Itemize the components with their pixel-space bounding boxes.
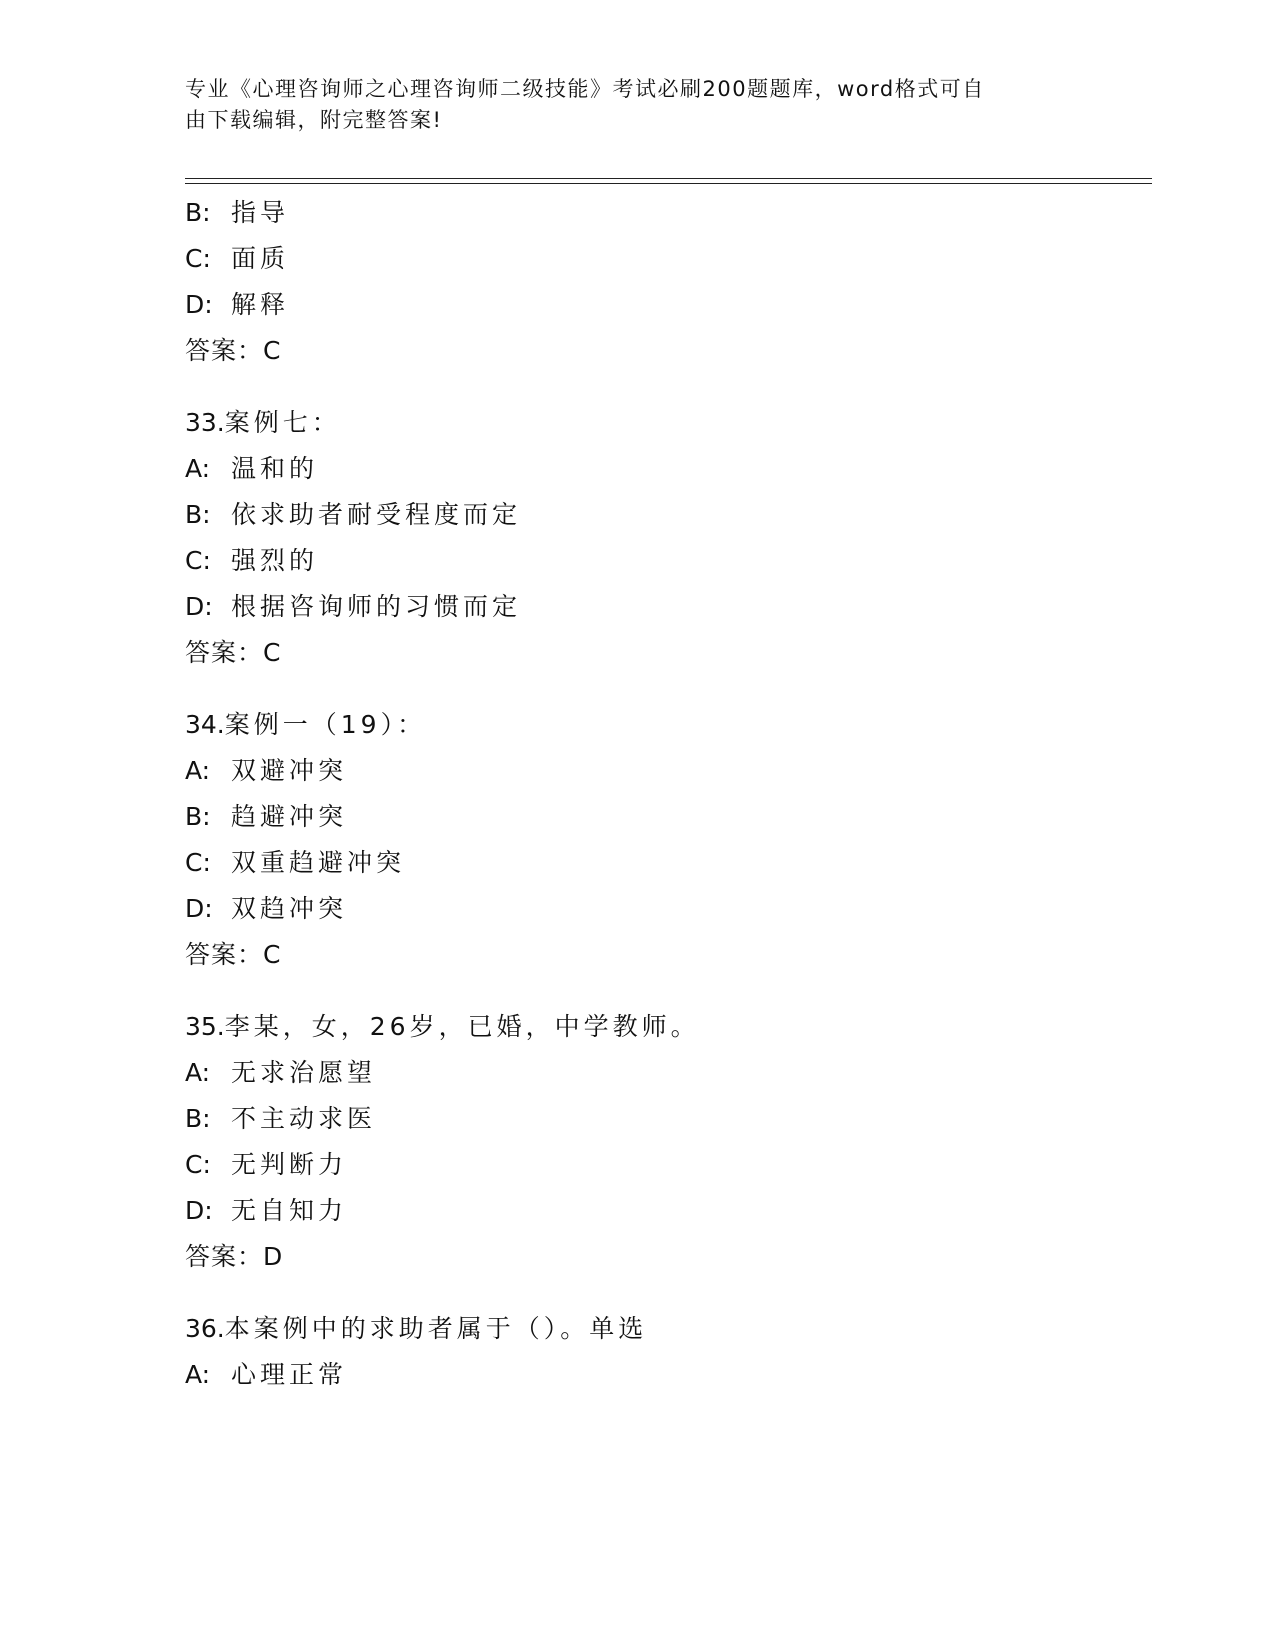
question-text xyxy=(185,702,1145,748)
option-item xyxy=(185,538,1145,584)
option-item xyxy=(185,840,1145,886)
option-text: 心理正常 xyxy=(231,1360,348,1389)
option-item xyxy=(185,1142,1145,1188)
question-stem: 案例七： xyxy=(224,408,341,437)
answer-value: C xyxy=(263,940,281,969)
option-item xyxy=(185,190,1145,236)
option-letter: C: xyxy=(185,546,211,575)
answer-value: D xyxy=(263,1242,283,1271)
question-list xyxy=(185,190,1145,1416)
option-text: 双避冲突 xyxy=(231,756,348,785)
option-item xyxy=(185,748,1145,794)
question-number: 34. xyxy=(185,710,225,739)
header-divider-top xyxy=(185,178,1152,179)
option-letter: B: xyxy=(185,198,211,227)
option-text: 无自知力 xyxy=(231,1196,348,1225)
question-stem: 案例一（19）： xyxy=(224,710,427,739)
answer-line xyxy=(185,1234,1145,1280)
question-block xyxy=(185,400,1145,676)
answer-line xyxy=(185,328,1145,374)
option-letter: B: xyxy=(185,802,211,831)
option-text: 指导 xyxy=(231,198,290,227)
question-number: 36. xyxy=(185,1314,225,1343)
option-letter: D: xyxy=(185,592,213,621)
answer-value: C xyxy=(263,336,281,365)
option-letter: D: xyxy=(185,1196,213,1225)
option-item xyxy=(185,236,1145,282)
option-text: 无求治愿望 xyxy=(231,1058,377,1087)
answer-line xyxy=(185,630,1145,676)
option-item xyxy=(185,282,1145,328)
option-text: 双重趋避冲突 xyxy=(231,848,406,877)
option-letter: C: xyxy=(185,1150,211,1179)
answer-label: 答案： xyxy=(185,638,264,667)
option-letter: D: xyxy=(185,894,213,923)
question-text xyxy=(185,1306,1145,1352)
option-letter: A: xyxy=(185,1360,211,1389)
option-letter: C: xyxy=(185,244,211,273)
question-block xyxy=(185,702,1145,978)
option-letter: B: xyxy=(185,500,211,529)
option-letter: D: xyxy=(185,290,213,319)
option-item xyxy=(185,794,1145,840)
question-number: 35. xyxy=(185,1012,225,1041)
question-text xyxy=(185,400,1145,446)
option-text: 强烈的 xyxy=(231,546,319,575)
question-block xyxy=(185,190,1145,374)
option-text: 解释 xyxy=(231,290,290,319)
header-line-2: 由下载编辑，附完整答案! xyxy=(185,108,443,132)
question-block xyxy=(185,1306,1145,1398)
option-letter: A: xyxy=(185,1058,211,1087)
answer-label: 答案： xyxy=(185,1242,264,1271)
answer-label: 答案： xyxy=(185,336,264,365)
question-text xyxy=(185,1004,1145,1050)
option-letter: A: xyxy=(185,756,211,785)
question-stem: 李某，女，26岁，已婚，中学教师。 xyxy=(224,1012,700,1041)
question-stem: 本案例中的求助者属于（）。单选 xyxy=(224,1314,648,1343)
option-item xyxy=(185,1352,1145,1398)
option-item xyxy=(185,492,1145,538)
header-line-1: 专业《心理咨询师之心理咨询师二级技能》考试必刷200题题库，word格式可自 xyxy=(185,77,985,101)
question-number: 33. xyxy=(185,408,225,437)
option-item xyxy=(185,1096,1145,1142)
option-letter: A: xyxy=(185,454,211,483)
answer-label: 答案： xyxy=(185,940,264,969)
header-divider-bottom xyxy=(185,183,1152,184)
option-text: 面质 xyxy=(231,244,290,273)
option-text: 不主动求医 xyxy=(231,1104,377,1133)
option-letter: B: xyxy=(185,1104,211,1133)
option-text: 无判断力 xyxy=(231,1150,348,1179)
option-text: 依求助者耐受程度而定 xyxy=(231,500,522,529)
option-item xyxy=(185,446,1145,492)
answer-line xyxy=(185,932,1145,978)
option-item xyxy=(185,1188,1145,1234)
option-text: 根据咨询师的习惯而定 xyxy=(231,592,522,621)
option-item xyxy=(185,886,1145,932)
option-text: 温和的 xyxy=(231,454,319,483)
document-header xyxy=(185,74,1065,136)
question-block xyxy=(185,1004,1145,1280)
answer-value: C xyxy=(263,638,281,667)
option-text: 双趋冲突 xyxy=(231,894,348,923)
option-item xyxy=(185,584,1145,630)
option-letter: C: xyxy=(185,848,211,877)
option-text: 趋避冲突 xyxy=(231,802,348,831)
option-item xyxy=(185,1050,1145,1096)
